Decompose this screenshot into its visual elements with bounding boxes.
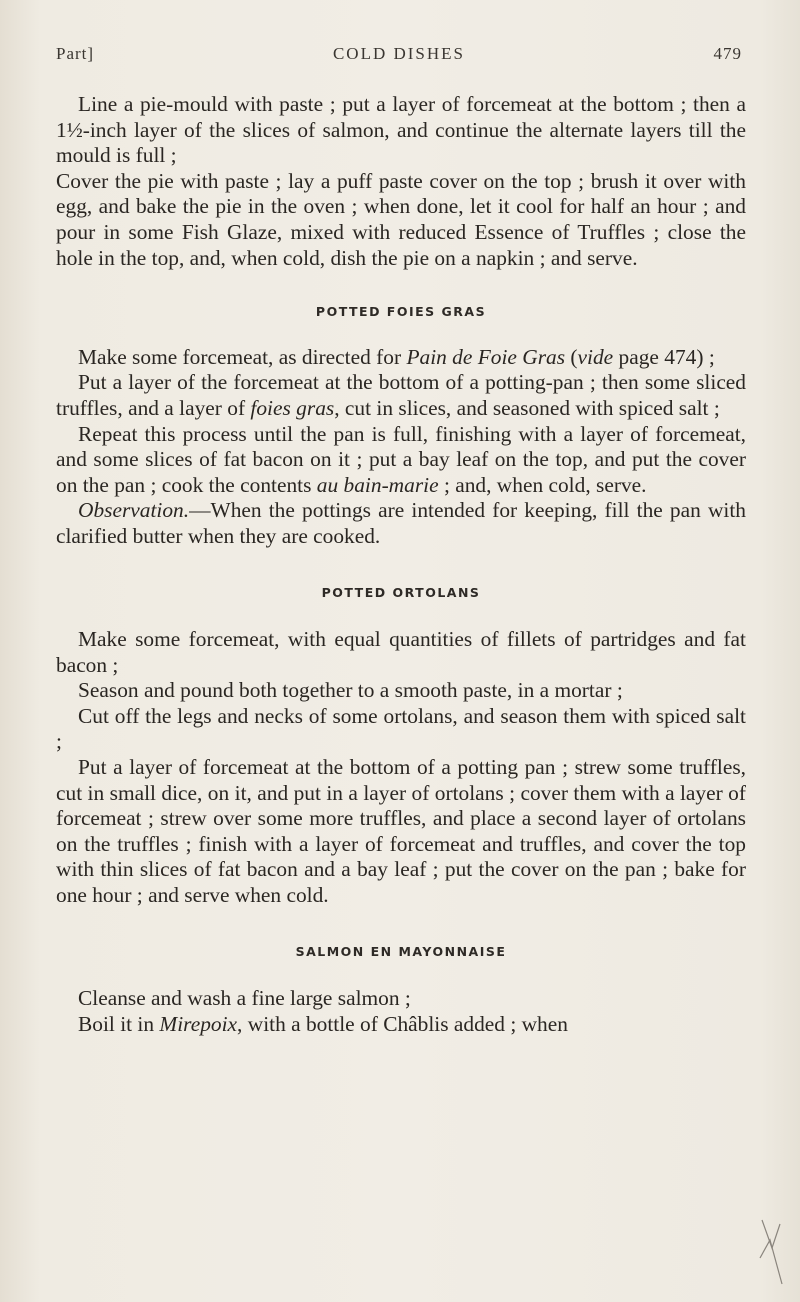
foies-gras-paragraph-2: Put a layer of the forcemeat at the bottom of a potting-pan ; then some sliced truffles, and a layer of foies gras, cut in slices, and seasoned with spiced salt ; [56,370,746,420]
salmon-paragraph-1: Cleanse and wash a fine large salmon ; [78,986,411,1011]
salmon-paragraph-2: Boil it in Mirepoix, with a bottle of Châblis added ; when [78,1011,568,1036]
header-section-title: COLD DISHES [332,44,466,63]
ortolans-paragraph-4: Put a layer of forcemeat at the bottom of a potting pan ; strew some truffles, cut in small dice, on it, and put in a layer of ortolans ; cover them with a layer of forcemeat ; strew over some more truffles, and place a second layer of ortolans on the truffles ; finish with a layer of forcemeat and truffles, and cover the top with thin slices of fat bacon and a bay leaf ; put the cover on the pan ; bake for one hour ; and serve when cold. [56,755,746,908]
ortolans-paragraph-1: Make some forcemeat, with equal quantities of fillets of partridges and fat bacon ; [56,627,746,677]
heading-potted-ortolans: POTTED ORTOLANS [321,584,481,600]
foies-gras-observation: Observation.—When the pottings are intended for keeping, fill the pan with clarified butter when they are cooked. [56,498,746,548]
foies-gras-paragraph-3: Repeat this process until the pan is full, finishing with a layer of forcemeat, and some slices of fat bacon on it ; put a bay leaf on the top, and put the cover on the pan ; cook the contents au bain-marie ; and, when cold, serve. [56,421,746,497]
margin-pencil-mark [758,1218,786,1294]
running-header [56,44,742,70]
margin-mark-icon [758,1218,786,1288]
intro-paragraph-1: Line a pie-mould with paste ; put a layer of forcemeat at the bottom ; then a 1½-inch layer of the slices of salmon, and continue the alternate layers till the mould is full ; [56,92,746,168]
ortolans-paragraph-3: Cut off the legs and necks of some ortolans, and season them with spiced salt ; [56,703,746,754]
intro-paragraph-2: Cover the pie with paste ; lay a puff paste cover on the top ; brush it over with egg, and bake the pie in the oven ; when done, let it cool for half an hour ; and pour in some Fish Glaze, mixed with reduced Essence of Truffles ; close the hole in the top, and, when cold, dish the pie on a napkin ; and serve. [56,168,746,270]
page-body [56,92,746,1037]
foies-gras-paragraph-1: Make some forcemeat, as directed for Pain de Foie Gras (vide page 474) ; [78,344,715,369]
heading-salmon-en-mayonnaise: SALMON EN MAYONNAISE [295,943,507,959]
header-part-label: Part] [56,44,95,63]
heading-potted-foies-gras: POTTED FOIES GRAS [315,304,487,320]
page-number: 479 [713,44,742,63]
ortolans-paragraph-2: Season and pound both together to a smooth paste, in a mortar ; [78,678,623,703]
